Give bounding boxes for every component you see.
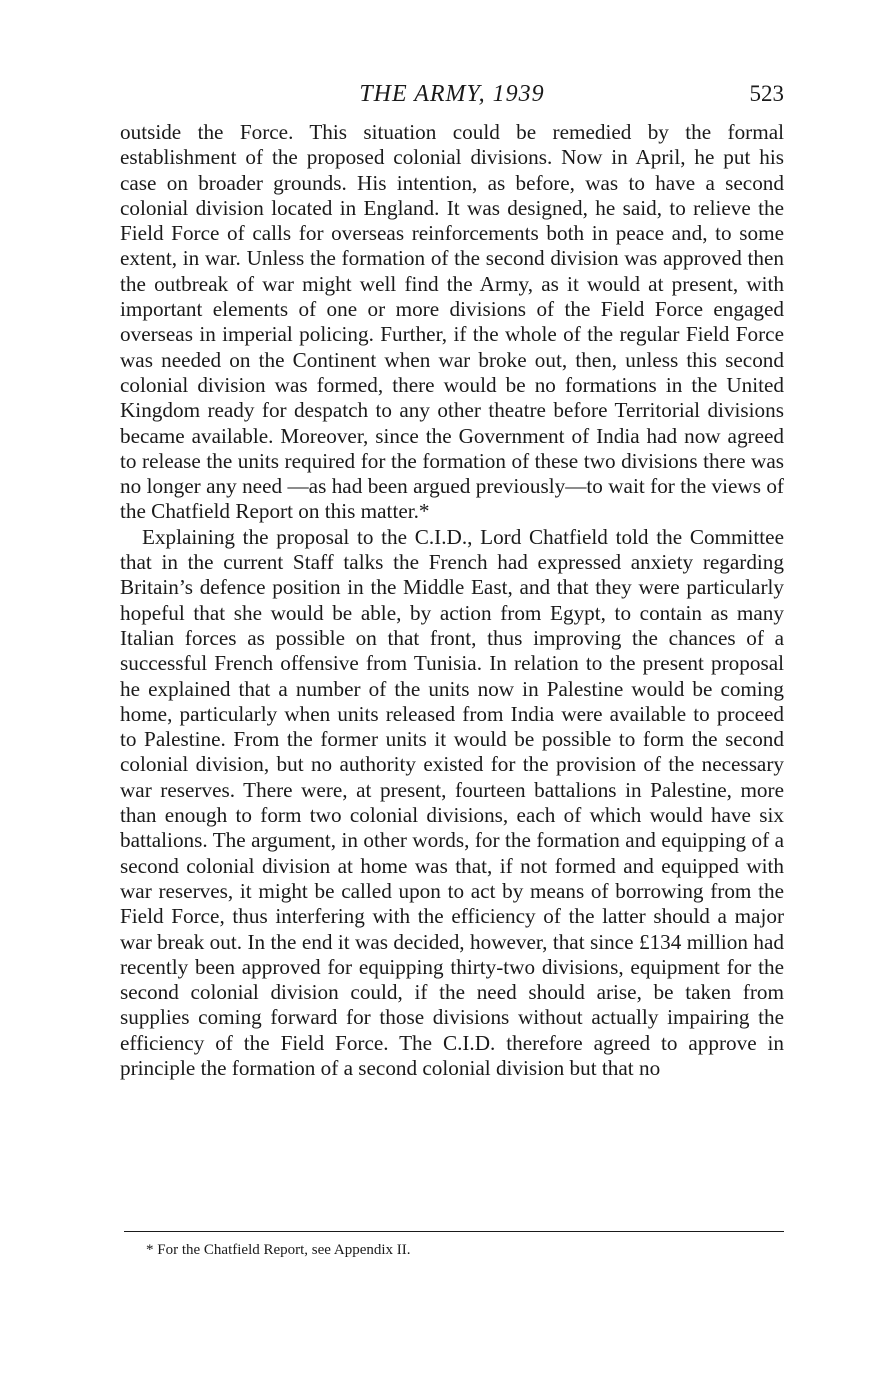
footnote: * For the Chatfield Report, see Appendix II. — [146, 1242, 411, 1258]
footnote-rule — [124, 1231, 784, 1232]
paragraph-chatfield-explanation: Explaining the proposal to the C.I.D., Lord Chatfield told the Committee that in the current Staff talks the French had expressed anxiety regarding Britain’s defence position in the Middle East, and that they were particularly hopeful that she would be able, by action from Egypt, to contain as many Italian forces as possible on that front, thus improving the chances of a successful French offensive from Tunisia. In relation to the present proposal he explained that a number of the units now in Palestine would be coming home, particularly when units released from India were available to proceed to Palestine. From the former units it would be possible to form the second colonial division, but no authority existed for the provision of the necessary war reserves. There were, at present, fourteen battalions in Palestine, more than enough to form two colonial divisions, each of which would have six battalions. The argument, in other words, for the formation and equipping of a second colonial division at home was that, if not formed and equipped with war reserves, it might be called upon to act by means of borrowing from the Field Force, thus interfering with the efficiency of the latter should a major war break out. In the end it was decided, however, that since £134 million had recently been approved for equipping thirty-two divisions, equipment for the second colonial division could, if the need should arise, be taken from supplies coming forward for those divisions without actually impairing the efficiency of the Field Force. The C.I.D. therefore agreed to approve in principle the formation of a second colonial division but that no — [120, 524, 784, 1080]
paragraph-continued: outside the Force. This situation could be remedied by the formal establishment of the proposed colonial divisions. Now in April, he put his case on broader grounds. His intention, as before, was to have a second colonial division located in England. It was designed, he said, to relieve the Field Force of calls for overseas reinforcements both in peace and, to some extent, in war. Unless the formation of the second division was approved then the outbreak of war might well find the Army, as it would at present, with important elements of one or more divisions of the Field Force engaged overseas in imperial policing. Further, if the whole of the regular Field Force was needed on the Continent when war broke out, then, unless this second colonial division was formed, there would be no formations in the United Kingdom ready for despatch to any other theatre before Territorial divisions became available. Moreover, since the Government of India had now agreed to release the units required for the formation of these two divisions there was no longer any need —as had been argued previously—to wait for the views of the Chatfield Report on this matter.* — [120, 120, 784, 524]
page-number: 523 — [749, 81, 784, 106]
running-title: THE ARMY, 1939 — [359, 81, 545, 107]
body-text — [120, 120, 784, 1081]
running-head — [120, 78, 784, 110]
